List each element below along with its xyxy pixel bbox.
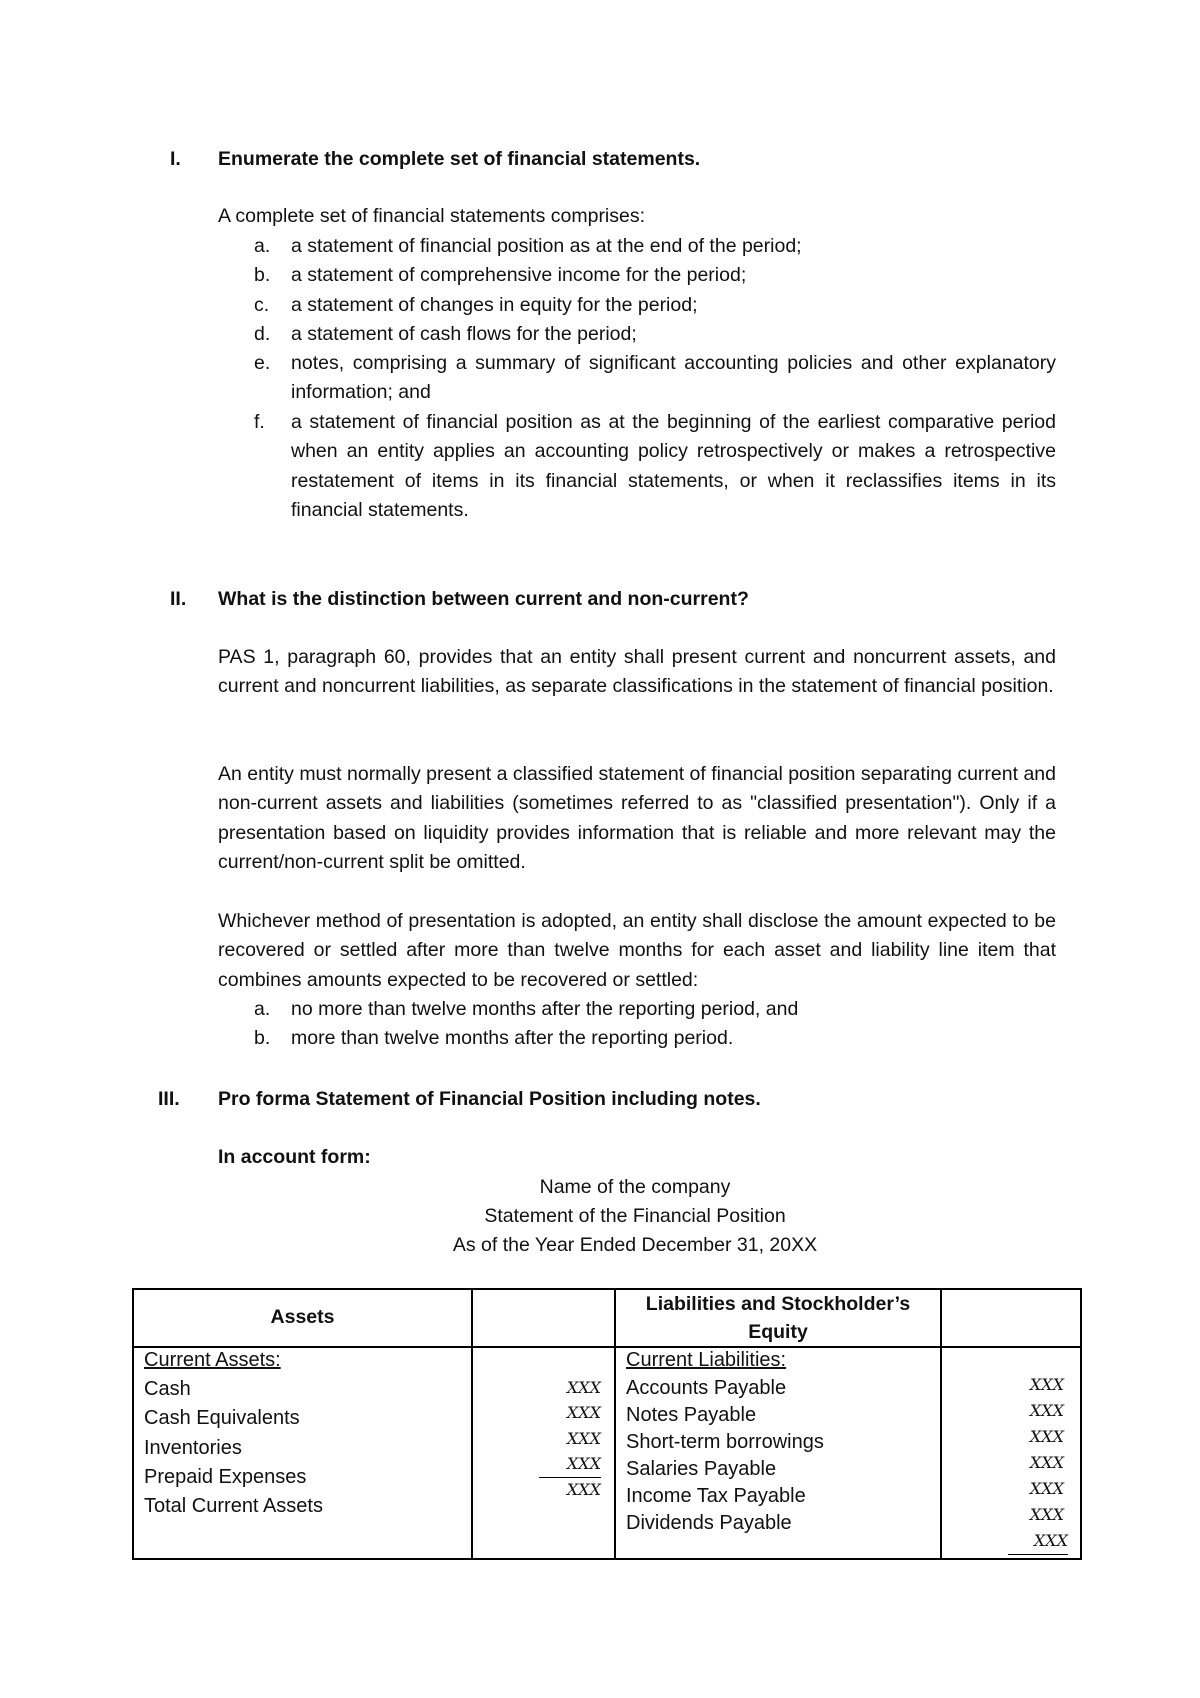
- list-item: more than twelve months after the reporting period.: [291, 1027, 734, 1049]
- asset-amount-total: XXX: [566, 1480, 601, 1499]
- list-item: a statement of changes in equity for the period;: [291, 294, 698, 316]
- section-2-title: What is the distinction between current and non-current?: [218, 588, 749, 610]
- section-1-intro: A complete set of financial statements comprises:: [218, 205, 646, 227]
- asset-row: Total Current Assets: [144, 1495, 323, 1517]
- assets-header: Assets: [270, 1306, 335, 1328]
- item-letter: c.: [254, 294, 270, 316]
- list-item: notes, comprising a summary of significant accounting policies and other explanatory information; and: [291, 352, 1056, 404]
- liability-amount: XXX: [1029, 1401, 1064, 1420]
- list-item: no more than twelve months after the reporting period, and: [291, 998, 799, 1020]
- liability-amount: XXX: [1029, 1453, 1064, 1472]
- item-letter: b.: [254, 1027, 271, 1049]
- item-letter: d.: [254, 323, 271, 345]
- asset-row: Prepaid Expenses: [144, 1466, 307, 1488]
- paragraph: PAS 1, paragraph 60, provides that an entity shall present current and noncurrent assets, and current and noncurrent liabilities, as separate classifications in the statement of financial position.: [218, 646, 1056, 698]
- section-3-title: Pro forma Statement of Financial Position including notes.: [218, 1088, 761, 1110]
- asset-row: Inventories: [144, 1437, 242, 1459]
- asset-row: Cash: [144, 1378, 191, 1400]
- list-item: a statement of cash flows for the period;: [291, 323, 637, 345]
- liability-row: Salaries Payable: [626, 1458, 777, 1480]
- current-liabilities-label: Current Liabilities:: [626, 1349, 787, 1371]
- item-letter: e.: [254, 352, 271, 374]
- paragraph: Whichever method of presentation is adopted, an entity shall disclose the amount expected to be recovered or settled after more than twelve months for each asset and liability line item that combines amounts expected to be recovered or settled:: [218, 910, 1056, 991]
- asset-amount: XXX: [566, 1403, 601, 1422]
- list-item: a statement of financial position as at the beginning of the earliest comparative period when an entity applies an accounting policy retrospectively or makes a retrospective restatement of items in its financial statements, or when it reclassifies items in its financial statements.: [291, 411, 1056, 522]
- liability-row: Accounts Payable: [626, 1377, 787, 1399]
- liability-amount: XXX: [1029, 1479, 1064, 1498]
- item-letter: a.: [254, 235, 271, 257]
- asset-amount: XXX: [539, 1451, 601, 1478]
- list-item: a statement of financial position as at the end of the period;: [291, 235, 802, 257]
- section-3-number: III.: [158, 1088, 180, 1110]
- liability-amount: XXX: [1008, 1528, 1068, 1555]
- account-form-label: In account form:: [218, 1146, 371, 1168]
- liability-amount: XXX: [1029, 1505, 1064, 1524]
- liabilities-header: Liabilities and Stockholder’s Equity: [645, 1293, 911, 1343]
- item-letter: f.: [254, 411, 265, 433]
- asset-amount: XXX: [566, 1429, 601, 1448]
- item-letter: b.: [254, 264, 271, 286]
- current-assets-label: Current Assets:: [144, 1349, 281, 1371]
- list-item: a statement of comprehensive income for the period;: [291, 264, 747, 286]
- liability-row: Dividends Payable: [626, 1512, 792, 1534]
- asset-row: Cash Equivalents: [144, 1407, 300, 1429]
- liability-row: Notes Payable: [626, 1404, 757, 1426]
- section-1-number: I.: [170, 148, 181, 170]
- paragraph: An entity must normally present a classified statement of financial position separating current and non-current assets and liabilities (sometimes referred to as "classified presentation"). Only if a presentation based on liquidity provides information that is reliable and more relevant may the current/non-current split be omitted.: [218, 763, 1056, 874]
- section-2-number: II.: [170, 588, 187, 610]
- item-letter: a.: [254, 998, 271, 1020]
- liability-amount: XXX: [1029, 1427, 1064, 1446]
- statement-title: Statement of the Financial Position: [484, 1205, 786, 1227]
- financial-position-table: [132, 1288, 1082, 1560]
- asset-amount: XXX: [566, 1378, 601, 1397]
- company-name: Name of the company: [539, 1176, 731, 1198]
- liability-amount: XXX: [1029, 1375, 1064, 1394]
- statement-period: As of the Year Ended December 31, 20XX: [452, 1234, 818, 1256]
- liability-row: Income Tax Payable: [626, 1485, 806, 1507]
- liability-row: Short-term borrowings: [626, 1431, 824, 1453]
- section-1-title: Enumerate the complete set of financial statements.: [218, 148, 701, 170]
